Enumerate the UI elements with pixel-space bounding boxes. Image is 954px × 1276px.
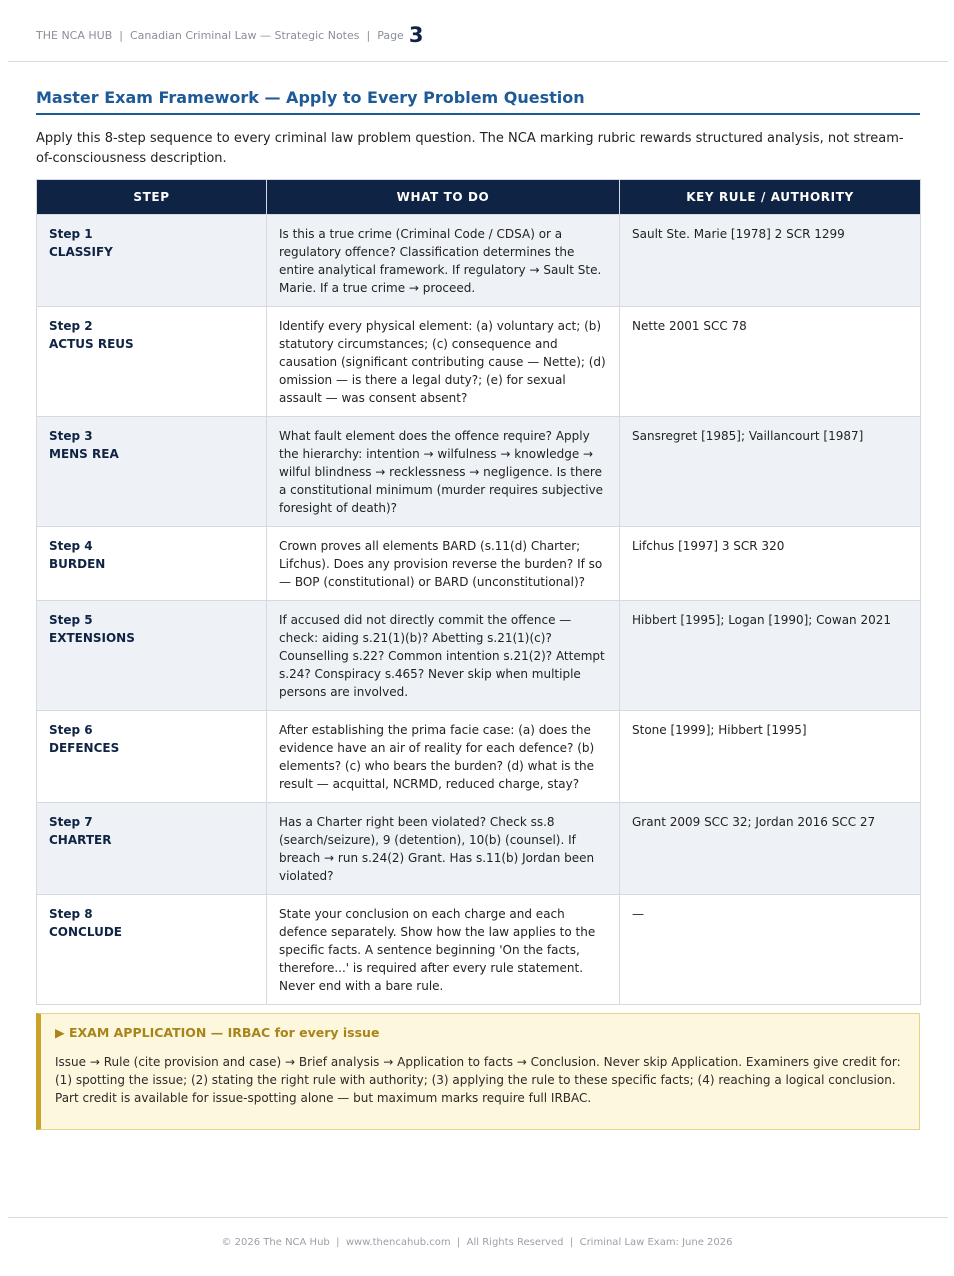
- table-row: [37, 215, 921, 307]
- table-row: [37, 895, 921, 1005]
- step-number: Step 7: [49, 815, 93, 829]
- step-cell: [37, 895, 267, 1005]
- table-row: [37, 711, 921, 803]
- what-to-do-cell: If accused did not directly commit the offence — check: aiding s.21(1)(b)? Abetting s.21(1)(c)? Counselling s.22? Common intention s.21(2)? Attempt s.24? Conspiracy s.465? Never skip when multiple persons are involved.: [267, 601, 620, 711]
- step-number: Step 4: [49, 539, 93, 553]
- callout-body: Issue → Rule (cite provision and case) → Brief analysis → Application to facts → Conclusion. Never skip Application. Examiners give credit for: (1) spotting the issue; (2) stating the right rule with authority; (3) applying the rule to these specific facts; (4) reaching a logical conclusion. Part credit is available for issue-spotting alone — but maximum marks require full IRBAC.: [55, 1055, 901, 1105]
- column-header-what-to-do: WHAT TO DO: [267, 180, 620, 215]
- column-header-step: STEP: [37, 180, 267, 215]
- table-row: [37, 803, 921, 895]
- header-page-label: Page: [377, 28, 404, 42]
- authority-cell: —: [620, 895, 921, 1005]
- footer-divider: [8, 1217, 948, 1218]
- what-to-do-cell: Is this a true crime (Criminal Code / CDSA) or a regulatory offence? Classification determines the entire analytical framework. If regulatory → Sault Ste. Marie. If a true crime → proceed.: [267, 215, 620, 307]
- step-number: Step 3: [49, 429, 93, 443]
- authority-cell: Hibbert [1995]; Logan [1990]; Cowan 2021: [620, 601, 921, 711]
- what-to-do-cell: Crown proves all elements BARD (s.11(d) Charter; Lifchus). Does any provision reverse the burden? If so — BOP (constitutional) or BARD (unconstitutional)?: [267, 527, 620, 601]
- what-to-do-cell: State your conclusion on each charge and each defence separately. Show how the law applies to the specific facts. A sentence beginning 'On the facts, therefore...' is required after every rule statement. Never end with a bare rule.: [267, 895, 620, 1005]
- header-brand: THE NCA HUB: [36, 28, 113, 42]
- step-name: BURDEN: [49, 557, 106, 571]
- callout-title: ▶ EXAM APPLICATION — IRBAC for every issue: [55, 1025, 380, 1040]
- step-number: Step 1: [49, 227, 93, 241]
- what-to-do-cell: Has a Charter right been violated? Check ss.8 (search/seizure), 9 (detention), 10(b) (counsel). If breach → run s.24(2) Grant. Has s.11(b) Jordan been violated?: [267, 803, 620, 895]
- header-divider: [8, 61, 948, 62]
- header-separator: |: [359, 28, 378, 42]
- step-cell: [37, 711, 267, 803]
- step-cell: [37, 215, 267, 307]
- header-separator: |: [112, 28, 130, 42]
- table-row: [37, 527, 921, 601]
- authority-cell: Lifchus [1997] 3 SCR 320: [620, 527, 921, 601]
- page-number: 3: [408, 23, 424, 47]
- authority-cell: Sault Ste. Marie [1978] 2 SCR 1299: [620, 215, 921, 307]
- step-cell: [37, 417, 267, 527]
- authority-cell: Nette 2001 SCC 78: [620, 307, 921, 417]
- table-row: [37, 307, 921, 417]
- step-number: Step 5: [49, 613, 93, 627]
- what-to-do-cell: What fault element does the offence require? Apply the hierarchy: intention → wilfulness → knowledge → wilful blindness → recklessness → negligence. Is there a constitutional minimum (murder requires subjective foresight of death)?: [267, 417, 620, 527]
- step-cell: [37, 307, 267, 417]
- step-name: CHARTER: [49, 833, 112, 847]
- step-cell: [37, 601, 267, 711]
- header-subject: Canadian Criminal Law — Strategic Notes: [129, 28, 360, 42]
- authority-cell: Stone [1999]; Hibbert [1995]: [620, 711, 921, 803]
- exam-framework-table: [36, 179, 921, 1005]
- exam-application-callout: [36, 1013, 920, 1130]
- step-name: ACTUS REUS: [49, 337, 134, 351]
- table-row: [37, 601, 921, 711]
- step-cell: [37, 527, 267, 601]
- column-header-key-rule: KEY RULE / AUTHORITY: [620, 180, 921, 215]
- step-name: MENS REA: [49, 447, 119, 461]
- what-to-do-cell: After establishing the prima facie case: (a) does the evidence have an air of reality for each defence? (b) elements? (c) who bears the burden? (d) what is the result — acquittal, NCRMD, reduced charge, stay?: [267, 711, 620, 803]
- step-name: CONCLUDE: [49, 925, 122, 939]
- table-row: [37, 417, 921, 527]
- step-name: EXTENSIONS: [49, 631, 135, 645]
- page-title: Master Exam Framework — Apply to Every Problem Question: [36, 88, 920, 115]
- what-to-do-cell: Identify every physical element: (a) voluntary act; (b) statutory circumstances; (c) consequence and causation (significant contributing cause — Nette); (d) omission — is there a legal duty?; (e) for sexual assault — was consent absent?: [267, 307, 620, 417]
- authority-cell: Grant 2009 SCC 32; Jordan 2016 SCC 27: [620, 803, 921, 895]
- step-name: DEFENCES: [49, 741, 120, 755]
- table-header-row: [37, 180, 921, 215]
- step-cell: [37, 803, 267, 895]
- step-number: Step 8: [49, 907, 93, 921]
- step-name: CLASSIFY: [49, 245, 113, 259]
- page-header: [36, 20, 423, 50]
- authority-cell: Sansregret [1985]; Vaillancourt [1987]: [620, 417, 921, 527]
- step-number: Step 2: [49, 319, 93, 333]
- page-footer: © 2026 The NCA Hub | www.thencahub.com | All Rights Reserved | Criminal Law Exam: June 2026: [221, 1237, 733, 1248]
- intro-paragraph: Apply this 8-step sequence to every criminal law problem question. The NCA marking rubric rewards structured analysis, not stream-of-consciousness description.: [36, 131, 904, 166]
- step-number: Step 6: [49, 723, 93, 737]
